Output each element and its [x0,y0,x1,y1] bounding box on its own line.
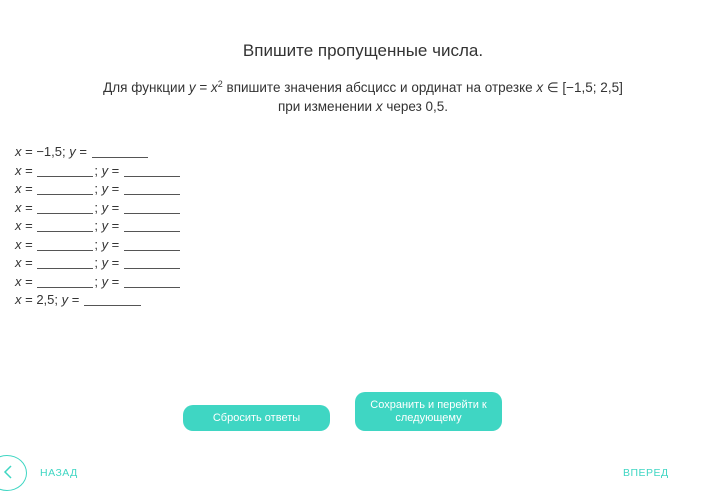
x-input-8[interactable] [37,274,93,288]
x-value-fixed: 2,5 [36,292,55,307]
save-and-next-button[interactable]: Сохранить и перейти к следующему [355,392,502,431]
answer-row-2: x = ; y = [15,162,181,181]
back-label[interactable]: НАЗАД [40,467,78,479]
y-input-9[interactable] [84,292,141,306]
x-input-2[interactable] [37,163,93,177]
y-input-4[interactable] [124,200,180,214]
back-button[interactable] [0,455,27,491]
x-input-6[interactable] [37,237,93,251]
y-input-3[interactable] [124,181,180,195]
answer-row-5: x = ; y = [15,217,181,236]
x-input-5[interactable] [37,218,93,232]
task-line-2: при изменении x через 0,5. [277,99,449,114]
x-input-4[interactable] [37,200,93,214]
answer-row-8: x = ; y = [15,273,181,292]
chevron-left-icon [4,465,12,479]
page-title: Впишите пропущенные числа. [242,41,484,60]
answer-row-1: x = −1,5; y = [15,143,181,162]
answer-row-3: x = ; y = [15,180,181,199]
reset-answers-button[interactable]: Сбросить ответы [183,405,330,431]
y-input-7[interactable] [124,255,180,269]
y-input-1[interactable] [92,144,148,158]
x-value-fixed: −1,5 [36,144,62,159]
y-input-2[interactable] [124,163,180,177]
y-input-5[interactable] [124,218,180,232]
task-line-1: Для функции $y = x^2$ впишите значения абсцисс и ординат на отрезке x ∈ [−1,5; 2,5] [103,79,623,95]
y-input-6[interactable] [124,237,180,251]
answer-rows [15,143,181,310]
answer-row-4: x = ; y = [15,199,181,218]
y-input-8[interactable] [124,274,180,288]
x-input-7[interactable] [37,255,93,269]
answer-row-6: x = ; y = [15,236,181,255]
answer-row-9: x = 2,5; y = [15,291,181,310]
answer-row-7: x = ; y = [15,254,181,273]
forward-label[interactable]: ВПЕРЕД [623,467,669,479]
task-description [60,78,666,116]
x-input-3[interactable] [37,181,93,195]
